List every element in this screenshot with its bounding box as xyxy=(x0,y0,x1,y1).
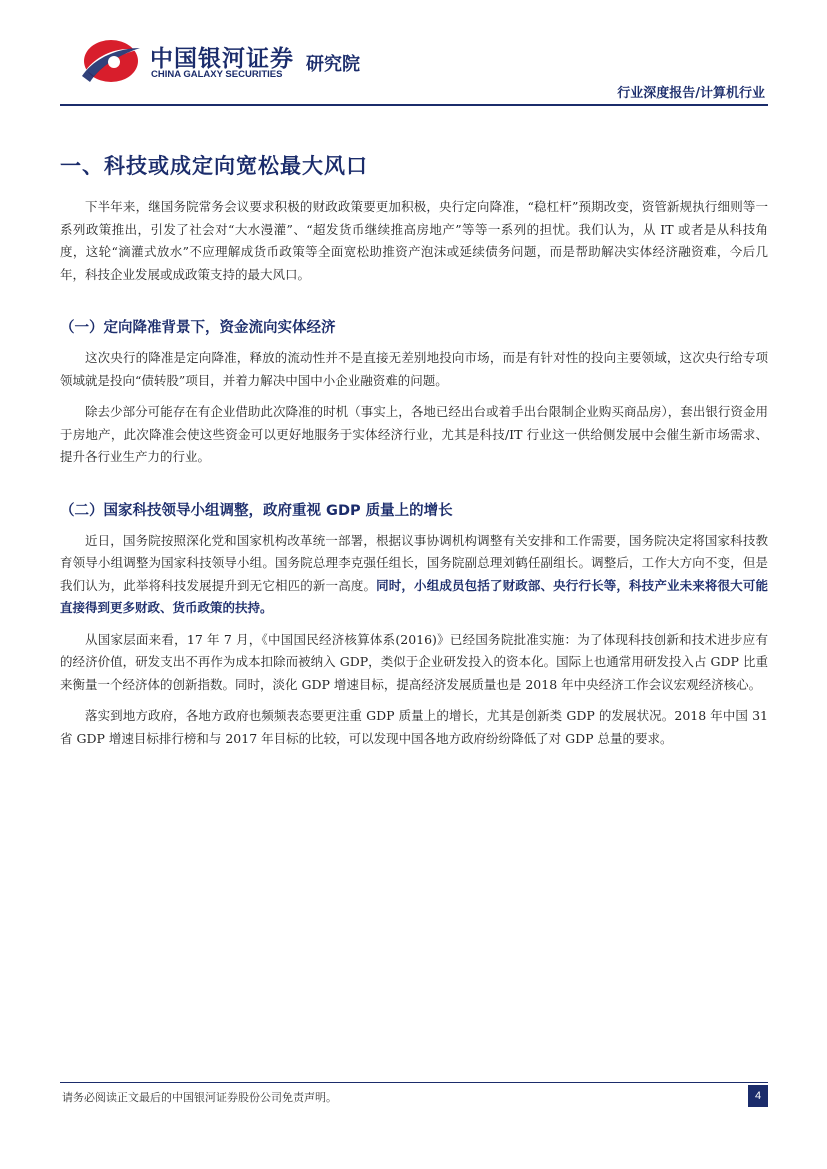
subsection-title-2: （二）国家科技领导小组调整，政府重视 GDP 质量上的增长 xyxy=(60,502,453,519)
subsection-2-paragraph-1 xyxy=(60,530,768,620)
page-number: 4 xyxy=(748,1085,768,1107)
brand-institute: 研究院 xyxy=(306,54,360,75)
subsection-title-1: （一）定向降准背景下，资金流向实体经济 xyxy=(60,320,336,336)
brand-name-cn: 中国银河证券 xyxy=(150,46,294,72)
subsection-2-paragraph-3: 落实到地方政府，各地方政府也频频表态要更注重 GDP 质量上的增长，尤其是创新类 GDP 的发展状况。2018 年中国 31 省 GDP 增速目标排行榜和与 2017 年目标的比较，可以发现中国各地方政府纷纷降低了对 GDP 总量的要求。 xyxy=(60,708,768,746)
footer-disclaimer: 请务必阅读正文最后的中国银河证券股份公司免责声明。 xyxy=(62,1091,337,1104)
subsection-1-paragraph-1: 这次央行的降准是定向降准，释放的流动性并不是直接无差别地投向市场，而是有针对性的投向主要领域，这次央行给专项领域就是投向“债转股”项目，并着力解决中国中小企业融资难的问题。 xyxy=(60,350,768,388)
section-paragraph: 下半年来，继国务院常务会议要求积极的财政政策要更加积极，央行定向降准，“稳杠杆”预期改变，资管新规执行细则等一系列政策推出，引发了社会对“大水漫灌”、“超发货币继续推高房地产”等等一系列的担忧。我们认为，从 IT 或者是从科技角度，这轮“滴灌式放水”不应理解成货币政策等全面宽松助推资产泡沫或延续债务问题，而是帮助解决实体经济融资难，今后几年，科技企业发展或成政策支持的最大风口。 xyxy=(60,199,768,282)
page-header xyxy=(0,0,827,110)
footer-divider xyxy=(60,1082,768,1083)
paragraph-emphasis-text: 同时，小组成员包括了财政部、央行行长等，科技产业未来将很大可能直接得到更多财政、货币政策的扶持。 xyxy=(60,577,768,615)
main-content xyxy=(60,150,768,759)
brand-name-en: CHINA GALAXY SECURITIES xyxy=(151,69,283,80)
header-divider xyxy=(60,104,768,106)
galaxy-logo-icon xyxy=(80,36,142,86)
subsection-1-paragraph-2: 除去少部分可能存在有企业借助此次降准的时机（事实上，各地已经出台或着手出台限制企业购买商品房），套出银行资金用于房地产，此次降准会使这些资金可以更好地服务于实体经济行业，尤其是科技/IT 行业这一供给侧发展中会催生新市场需求、提升各行业生产力的行业。 xyxy=(60,404,768,464)
report-type-label: 行业深度报告/计算机行业 xyxy=(617,86,765,101)
paragraph-plain-text: 近日，国务院按照深化党和国家机构改革统一部署，根据议事协调机构调整有关安排和工作需要，国务院决定将国家科技教育领导小组调整为国家科技领导小组。国务院总理李克强任组长，国务院副总理刘鹤任副组长。调整后，工作大方向不变，但是我们认为，此举将科技发展提升到无它相匹的新一高度。 xyxy=(60,532,768,593)
subsection-2-paragraph-2: 从国家层面来看，17 年 7 月，《中国国民经济核算体系(2016)》已经国务院批准实施：为了体现科技创新和技术进步应有的经济价值，研发支出不再作为成本扣除而被纳入 GDP，类似于企业研发投入的资本化。国际上也通常用研发投入占 GDP 比重来衡量一个经济体的创新指数。同时，淡化 GDP 增速目标，提高经济发展质量也是 2018 年中央经济工作会议宏观经济核心。 xyxy=(60,631,768,692)
section-title: 一、科技或成定向宽松最大风口 xyxy=(60,154,368,178)
